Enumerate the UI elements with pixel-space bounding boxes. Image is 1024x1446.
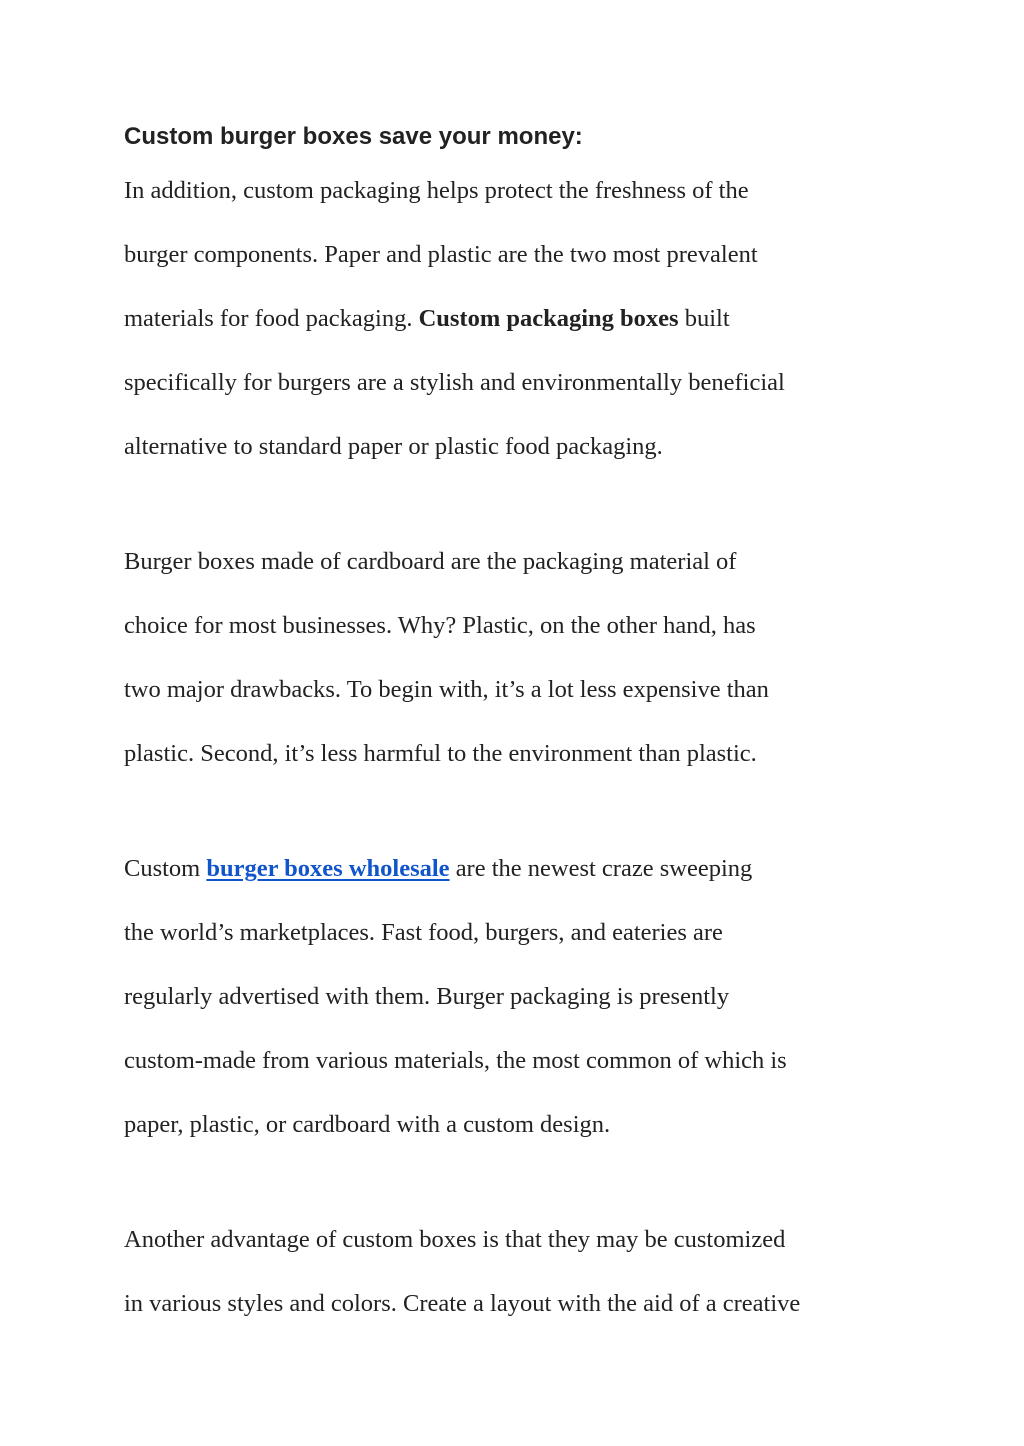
burger-boxes-wholesale-link[interactable]: burger boxes wholesale: [206, 855, 450, 882]
paragraph-2-line-3: two major drawbacks. To begin with, it’s a lot less expensive than: [124, 676, 769, 703]
paragraph-2-line-4: plastic. Second, it’s less harmful to the environment than plastic.: [124, 740, 757, 767]
paragraph-3-line-5: paper, plastic, or cardboard with a custom design.: [124, 1111, 611, 1138]
paragraph-1-line-3: [124, 299, 730, 339]
paragraph-1-line-4: specifically for burgers are a stylish and environmentally beneficial: [124, 369, 785, 396]
paragraph-3-line-3: regularly advertised with them. Burger packaging is presently: [124, 983, 730, 1010]
paragraph-1-line-2: burger components. Paper and plastic are the two most prevalent: [124, 241, 758, 268]
paragraph-2-line-2: choice for most businesses. Why? Plastic, on the other hand, has: [124, 612, 756, 639]
paragraph-3-line-4: custom-made from various materials, the most common of which is: [124, 1047, 787, 1074]
paragraph-3-line-2: the world’s marketplaces. Fast food, burgers, and eateries are: [124, 919, 723, 946]
paragraph-3-line-1-text-end: are the newest craze sweeping: [449, 855, 753, 882]
paragraph-1-line-1: In addition, custom packaging helps protect the freshness of the: [124, 177, 749, 204]
paragraph-3-line-1-text-start: Custom: [124, 855, 207, 882]
paragraph-3-line-1: [124, 849, 752, 889]
paragraph-1-line-5: alternative to standard paper or plastic food packaging.: [124, 433, 663, 460]
paragraph-1-line-3-text-start: materials for food packaging.: [124, 305, 419, 332]
page-title: Custom burger boxes save your money:: [124, 123, 583, 150]
paragraph-2-line-1: Burger boxes made of cardboard are the packaging material of: [124, 548, 737, 575]
paragraph-1-line-3-text-end: built: [678, 305, 730, 332]
paragraph-4-line-1: Another advantage of custom boxes is that they may be customized: [124, 1226, 786, 1253]
bold-phrase-custom-packaging-boxes: Custom packaging boxes: [418, 305, 679, 332]
paragraph-4-line-2: in various styles and colors. Create a layout with the aid of a creative: [124, 1290, 801, 1317]
